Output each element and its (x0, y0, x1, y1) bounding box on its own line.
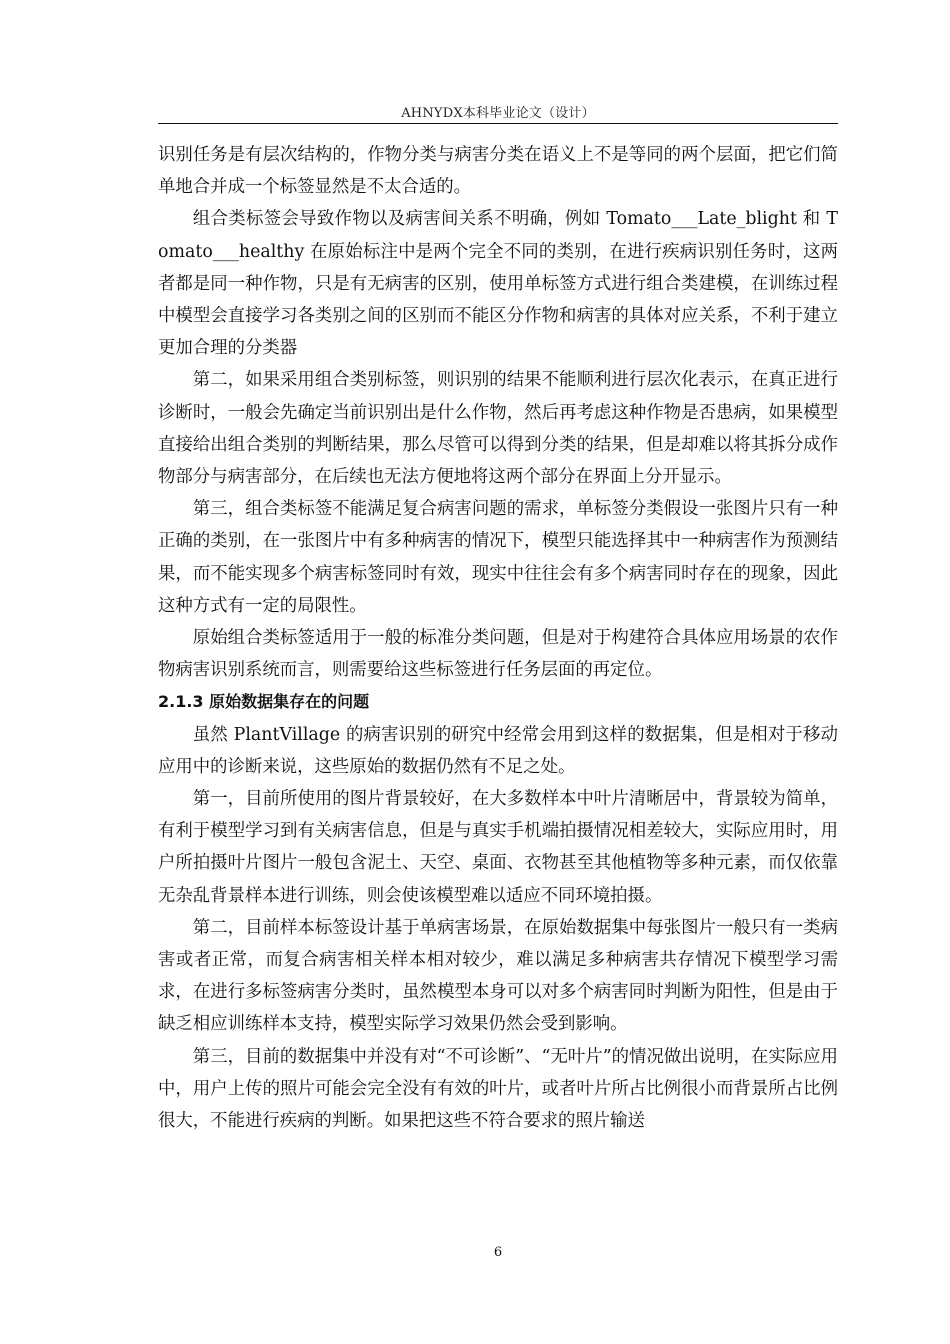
paragraph: 原始组合类标签适用于一般的标准分类问题，但是对于构建符合具体应用场景的农作物病害识别系统而言，则需要给这些标签进行任务层面的再定位。 (158, 628, 838, 681)
header-divider (158, 123, 838, 124)
paragraph: 第二，目前样本标签设计基于单病害场景，在原始数据集中每张图片一般只有一类病害或者正常，而复合病害相关样本相对较少，难以满足多种病害共存情况下模型学习需求，在进行多标签病害分类时，虽然模型本身可以对多个病害同时判断为阳性，但是由于缺乏相应训练样本支持，模型实际学习效果仍然会受到影响。 (158, 917, 838, 1035)
paragraph: 第三，目前的数据集中并没有对“不可诊断”、“无叶片”的情况做出说明，在实际应用中，用户上传的照片可能会完全没有有效的叶片，或者叶片所占比例很小而背景所占比例很大，不能进行疾病的判断。如果把这些不符合要求的照片输送 (158, 1046, 838, 1132)
paragraph: 组合类标签会导致作物以及病害间关系不明确，例如 Tomato___Late_blight 和 Tomato___healthy 在原始标注中是两个完全不同的类别，在进行疾病识别任务时，这两者都是同一种作物，只是有无病害的区别，使用单标签方式进行组合类建模，在训练过程中模型会直接学习各类别之间的区别而不能区分作物和病害的具体对应关系，不利于建立更加合理的分类器 (158, 209, 838, 359)
paragraph: 第一，目前所使用的图片背景较好，在大多数样本中叶片清晰居中，背景较为简单，有利于模型学习到有关病害信息，但是与真实手机端拍摄情况相差较大，实际应用时，用户所拍摄叶片图片一般包含泥土、天空、桌面、衣物甚至其他植物等多种元素，而仅依靠无杂乱背景样本进行训练，则会使该模型难以适应不同环境拍摄。 (158, 789, 838, 906)
paragraph: 虽然 PlantVillage 的病害识别的研究中经常会用到这样的数据集，但是相对于移动应用中的诊断来说，这些原始的数据仍然有不足之处。 (158, 724, 838, 777)
paragraph: 第二，如果采用组合类别标签，则识别的结果不能顺利进行层次化表示，在真正进行诊断时，一般会先确定当前识别出是什么作物，然后再考虑这种作物是否患病，如果模型直接给出组合类别的判断结果，那么尽管可以得到分类的结果，但是却难以将其拆分成作物部分与病害部分，在后续也无法方便地将这两个部分在界面上分开显示。 (158, 370, 838, 488)
section-heading: 2.1.3 原始数据集存在的问题 (158, 692, 370, 712)
paragraph: 第三，组合类标签不能满足复合病害问题的需求，单标签分类假设一张图片只有一种正确的类别，在一张图片中有多种病害的情况下，模型只能选择其中一种病害作为预测结果，而不能实现多个病害标签同时有效，现实中往往会有多个病害同时存在的现象，因此这种方式有一定的局限性。 (158, 499, 838, 616)
page-body (158, 139, 838, 1137)
paragraph-continued: 识别任务是有层次结构的，作物分类与病害分类在语义上不是等同的两个层面，把它们简单地合并成一个标签显然是不太合适的。 (158, 145, 838, 198)
page-number: 6 (493, 1245, 503, 1260)
running-header: AHNYDX本科毕业论文（设计） (401, 106, 595, 121)
